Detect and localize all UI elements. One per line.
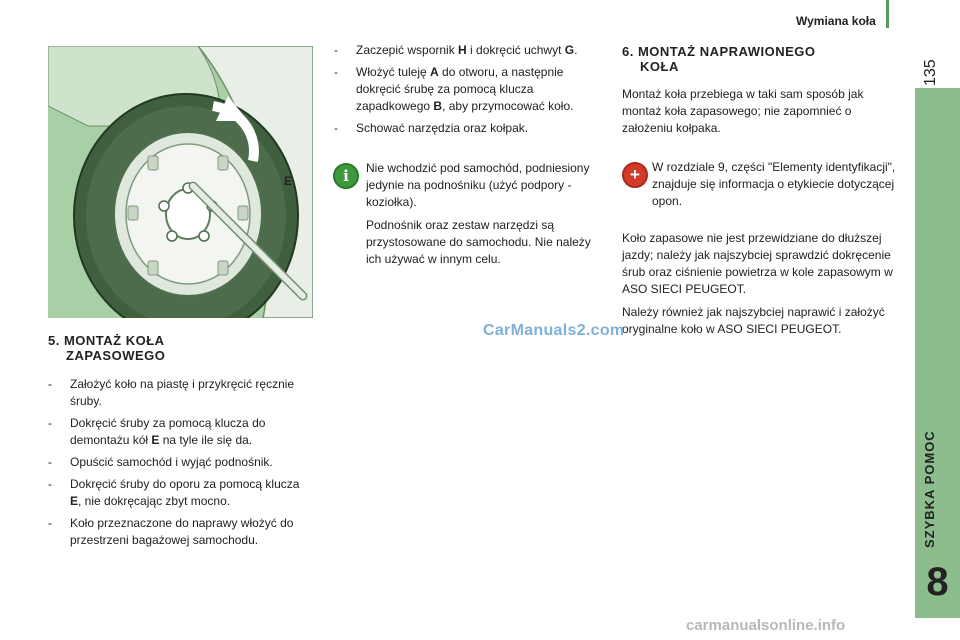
- section-6: [622, 44, 902, 74]
- watermark-carmanuals2: CarManuals2.com: [483, 322, 625, 339]
- watermark-carmanualsonline: carmanualsonline.info: [686, 617, 846, 634]
- section-6-title: 6. MONTAŻ NAPRAWIONEGO KOŁA: [622, 44, 816, 74]
- middle-steps: [334, 42, 606, 142]
- section-5-title: 5. MONTAŻ KOŁA ZAPASOWEGO: [48, 333, 166, 363]
- info-icon: i: [333, 163, 359, 189]
- list-item: - Dokręcić śruby za pomocą klucza do demontażu kół E na tyle ile się da.: [48, 415, 313, 449]
- info-note-p2: Podnośnik oraz zestaw narzędzi są przystosowane do samochodu. Nie należy ich używać w innym celu.: [366, 218, 591, 266]
- identification-note: W rozdziale 9, części "Elementy identyfikacji", znajduje się informacja o etykiecie dotyczącej opon.: [652, 160, 896, 208]
- chapter-number: 8: [926, 560, 949, 604]
- list-item: - Zaczepić wspornik H i dokręcić uchwyt G.: [334, 42, 606, 59]
- running-header: Wymiana koła: [796, 14, 876, 28]
- section-6-p3: Należy również jak najszybciej naprawić i założyć oryginalne koło w ASO SIECI PEUGEOT.: [622, 305, 885, 336]
- section-5: [48, 333, 313, 363]
- page-number: 135: [922, 59, 939, 86]
- wheel-illustration: [48, 46, 313, 318]
- list-item: - Koło przeznaczone do naprawy włożyć do przestrzeni bagażowej samochodu.: [48, 515, 313, 549]
- section-5-steps: [48, 376, 313, 554]
- wheel-drawing: [48, 46, 313, 318]
- header-rule: [886, 0, 889, 28]
- list-item: - Schować narzędzia oraz kołpak.: [334, 120, 606, 137]
- chapter-label: SZYBKA POMOC: [922, 430, 937, 548]
- section-6-p2: Koło zapasowe nie jest przewidziane do dłuższej jazdy; należy jak najszybciej sprawdzić dokręcenie śrub oraz ciśnienie powietrza w kole zapasowym w ASO SIECI PEUGEOT.: [622, 231, 893, 296]
- list-item: - Dokręcić śruby do oporu za pomocą klucza E, nie dokręcając zbyt mocno.: [48, 476, 313, 510]
- list-item: - Włożyć tuleję A do otworu, a następnie dokręcić śrubę za pomocą klucza zapadkowego B, aby przymocować koło.: [334, 64, 606, 115]
- plus-icon: +: [622, 162, 648, 188]
- info-note: [366, 160, 602, 274]
- list-item: - Założyć koło na piastę i przykręcić ręcznie śruby.: [48, 376, 313, 410]
- illustration-label-e: E: [284, 174, 293, 188]
- list-item: - Opuścić samochód i wyjąć podnośnik.: [48, 454, 313, 471]
- section-6-intro: Montaż koła przebiega w taki sam sposób jak montaż koła zapasowego; nie zapomnieć o założeniu kołpaka.: [622, 87, 864, 135]
- info-note-p1: Nie wchodzić pod samochód, podniesiony jedynie na podnośniku (użyć podpory - koziołka).: [366, 161, 590, 209]
- section-6-body: [622, 230, 900, 344]
